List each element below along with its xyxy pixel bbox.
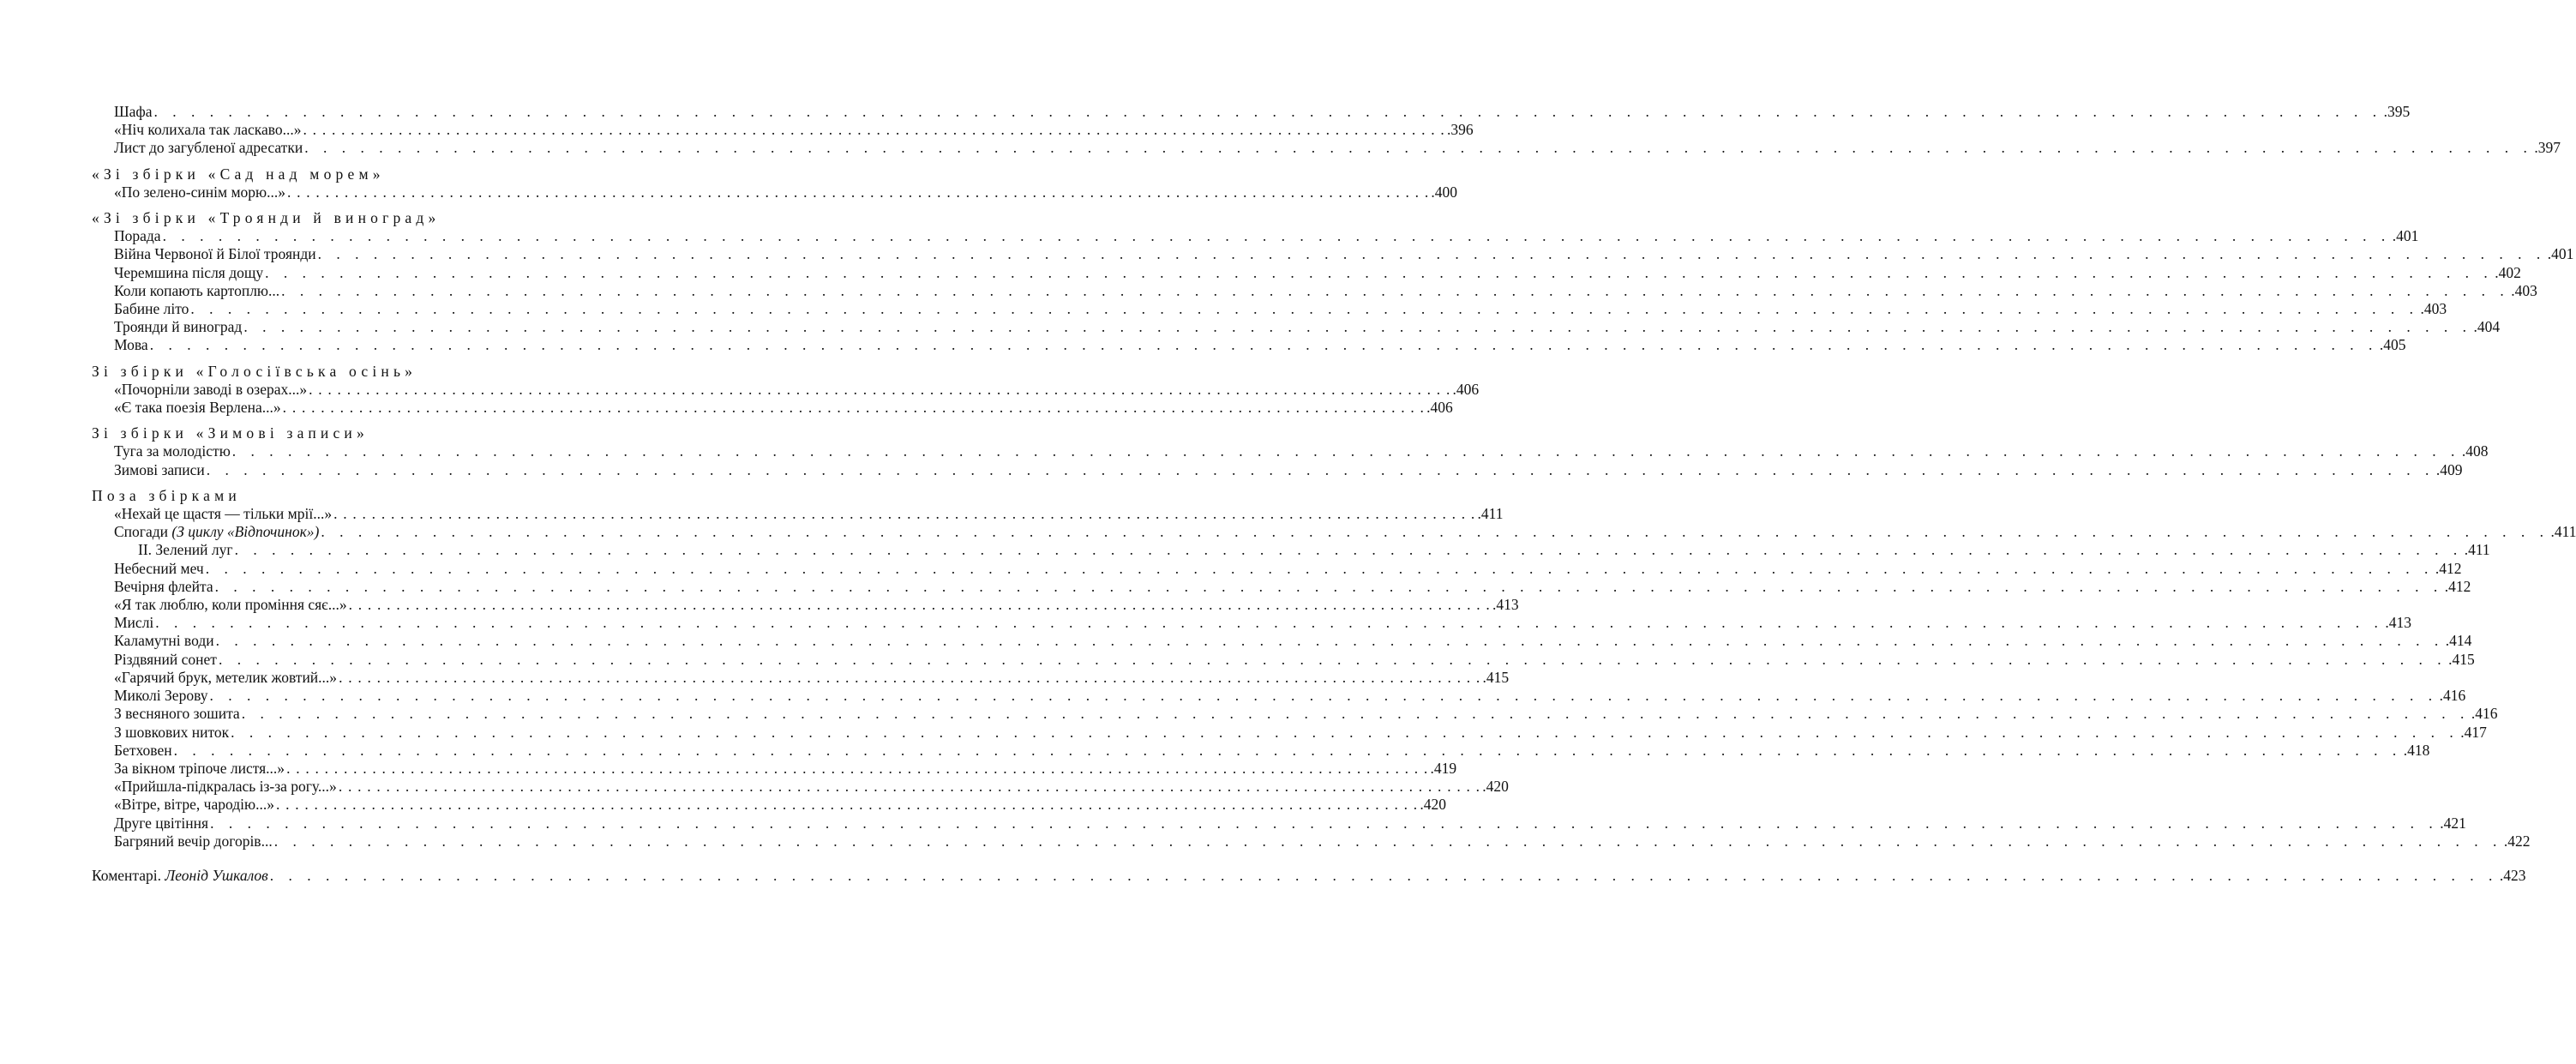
dot-leader: . . . . . . . . . . . . . . . . . . . . . . . . . . . . . . . . . . . . . . . . . . . . . . . . . . . . . . . . . . . . . . . . . . . . . . . . . . . . . . . . . . . . . . . . . . . . . . . . . . . . . . . . . . . . . . . . . . . . . . . . [309, 380, 1451, 398]
toc-entry [92, 300, 2447, 318]
entry-title-text: «Вітре, вітре, чародію...» [114, 796, 274, 814]
page-number: .413 [1492, 596, 1519, 614]
entry-title-text: Мова [114, 336, 148, 354]
page-number: .396 [1446, 121, 1474, 139]
page-number: .420 [1420, 796, 1447, 814]
page-number: .414 [2445, 632, 2472, 650]
toc-entry [92, 399, 1453, 417]
page-number: .403 [2420, 300, 2447, 318]
toc-entry [92, 614, 2412, 632]
dot-leader: . . . . . . . . . . . . . . . . . . . . . . . . . . . . . . . . . . . . . . . . . . . . . . . . . . . . . . . . . . . . . . . . . . . . . . . . . . . . . . . . . . . . . . . . . . . . . . . . . . . . . . . . . . . . . . . . . . . . . . . . [321, 523, 2549, 541]
toc-entry [92, 650, 2475, 669]
entry-title [114, 300, 189, 318]
entry-title [114, 103, 153, 121]
dot-leader: . . . . . . . . . . . . . . . . . . . . . . . . . . . . . . . . . . . . . . . . . . . . . . . . . . . . . . . . . . . . . . . . . . . . . . . . . . . . . . . . . . . . . . . . . . . . . . . . . . . . . . . . . . . . . . . . . . . . . . . . [214, 577, 2443, 595]
page-number: .406 [1426, 399, 1453, 417]
entry-title [114, 139, 303, 157]
entry-title-italic: Леонід Ушкалов [165, 866, 268, 884]
entry-title-text: «Нехай це щастя — тільки мрії...» [114, 505, 333, 523]
toc-entry [92, 814, 2466, 833]
dot-leader: . . . . . . . . . . . . . . . . . . . . . . . . . . . . . . . . . . . . . . . . . . . . . . . . . . . . . . . . . . . . . . . . . . . . . . . . . . . . . . . . . . . . . . . . . . . . . . . . . . . . . . . . . . . . . . . . . . . . . . . . [231, 442, 2460, 460]
entry-title-text: «Я так люблю, коли проміння сяє...» [114, 596, 347, 614]
dot-leader: . . . . . . . . . . . . . . . . . . . . . . . . . . . . . . . . . . . . . . . . . . . . . . . . . . . . . . . . . . . . . . . . . . . . . . . . . . . . . . . . . . . . . . . . . . . . . . . . . . . . . . . . . . . . . . . . . . . . . . . . [241, 705, 2470, 723]
dot-leader: . . . . . . . . . . . . . . . . . . . . . . . . . . . . . . . . . . . . . . . . . . . . . . . . . . . . . . . . . . . . . . . . . . . . . . . . . . . . . . . . . . . . . . . . . . . . . . . . . . . . . . . . . . . . . . . . . . . . . . . . [155, 614, 2384, 632]
entry-title [114, 183, 285, 201]
entry-title [114, 121, 302, 139]
entry-title-text: II. Зелений луг [138, 541, 233, 559]
entry-title [114, 833, 273, 851]
toc-entry [92, 705, 2498, 723]
entry-title [114, 245, 316, 263]
entry-title [114, 632, 214, 650]
entry-title [114, 264, 263, 282]
toc-entry [92, 103, 2411, 121]
page-number: .404 [2473, 318, 2501, 336]
entry-title-text: Шафа [114, 103, 153, 120]
toc-entry [92, 559, 2462, 578]
entry-title [114, 461, 205, 479]
toc-entry [92, 577, 2471, 596]
entry-title-text: «Є така поезія Верлена...» [114, 399, 281, 417]
dot-leader: . . . . . . . . . . . . . . . . . . . . . . . . . . . . . . . . . . . . . . . . . . . . . . . . . . . . . . . . . . . . . . . . . . . . . . . . . . . . . . . . . . . . . . . . . . . . . . . . . . . . . . . . . . . . . . . . . . . . . . . . [339, 668, 1481, 686]
page-number: .418 [2403, 741, 2430, 759]
dot-leader: . . . . . . . . . . . . . . . . . . . . . . . . . . . . . . . . . . . . . . . . . . . . . . . . . . . . . . . . . . . . . . . . . . . . . . . . . . . . . . . . . . . . . . . . . . . . . . . . . . . . . . . . . . . . . . . . . . . . . . . . [273, 832, 2502, 850]
entry-title [114, 336, 148, 354]
dot-leader: . . . . . . . . . . . . . . . . . . . . . . . . . . . . . . . . . . . . . . . . . . . . . . . . . . . . . . . . . . . . . . . . . . . . . . . . . . . . . . . . . . . . . . . . . . . . . . . . . . . . . . . . . . . . . . . . . . . . . . . . [275, 796, 1419, 814]
dot-leader: . . . . . . . . . . . . . . . . . . . . . . . . . . . . . . . . . . . . . . . . . . . . . . . . . . . . . . . . . . . . . . . . . . . . . . . . . . . . . . . . . . . . . . . . . . . . . . . . . . . . . . . . . . . . . . . . . . . . . . . . [286, 759, 1429, 777]
entry-title [114, 505, 332, 523]
dot-leader: . . . . . . . . . . . . . . . . . . . . . . . . . . . . . . . . . . . . . . . . . . . . . . . . . . . . . . . . . . . . . . . . . . . . . . . . . . . . . . . . . . . . . . . . . . . . . . . . . . . . . . . . . . . . . . . . . . . . . . . . [210, 814, 2439, 832]
entry-title-text: Миколі Зерову [114, 687, 208, 705]
page-number: .415 [1482, 668, 1510, 686]
entry-title [114, 724, 229, 742]
page-number: .423 [2499, 866, 2526, 884]
dot-leader: . . . . . . . . . . . . . . . . . . . . . . . . . . . . . . . . . . . . . . . . . . . . . . . . . . . . . . . . . . . . . . . . . . . . . . . . . . . . . . . . . . . . . . . . . . . . . . . . . . . . . . . . . . . . . . . . . . . . . . . . [234, 541, 2463, 559]
entry-title-text: Коментарі. [92, 866, 162, 884]
toc-entry [92, 380, 1480, 399]
entry-title-text: Черемшина після дощу [114, 263, 264, 281]
toc-entry [92, 668, 1510, 687]
section-heading: «Зі збірки «Троянди й виноград» [92, 209, 441, 227]
toc-entry [92, 759, 1457, 778]
dot-leader: . . . . . . . . . . . . . . . . . . . . . . . . . . . . . . . . . . . . . . . . . . . . . . . . . . . . . . . . . . . . . . . . . . . . . . . . . . . . . . . . . . . . . . . . . . . . . . . . . . . . . . . . . . . . . . . . . . . . . . . . [269, 866, 2498, 884]
entry-title [114, 669, 337, 687]
entry-title-text: З весняного зошита [114, 705, 240, 723]
entry-title [114, 815, 208, 833]
page-number: .411 [1477, 505, 1504, 523]
toc-entry [92, 796, 1447, 814]
page-number: .416 [2471, 705, 2498, 723]
page-number: .417 [2460, 723, 2487, 741]
toc-entry [92, 336, 2406, 354]
section-heading: «Зі збірки «Сад над морем» [92, 165, 385, 183]
page-number: .402 [2495, 263, 2521, 281]
page-number: .413 [2385, 614, 2412, 632]
entry-title [114, 760, 285, 778]
page-number: .412 [2435, 559, 2462, 577]
toc-entry [92, 505, 1504, 523]
dot-leader: . . . . . . . . . . . . . . . . . . . . . . . . . . . . . . . . . . . . . . . . . . . . . . . . . . . . . . . . . . . . . . . . . . . . . . . . . . . . . . . . . . . . . . . . . . . . . . . . . . . . . . . . . . . . . . . . . . . . . . . . [190, 300, 2419, 318]
entry-title [114, 651, 217, 669]
dot-leader: . . . . . . . . . . . . . . . . . . . . . . . . . . . . . . . . . . . . . . . . . . . . . . . . . . . . . . . . . . . . . . . . . . . . . . . . . . . . . . . . . . . . . . . . . . . . . . . . . . . . . . . . . . . . . . . . . . . . . . . . [162, 227, 2391, 245]
entry-title [114, 614, 153, 632]
page-number: .415 [2448, 650, 2475, 668]
entry-title [114, 796, 274, 814]
entry-title-text: «Гарячий брук, метелик жовтий...» [114, 668, 338, 686]
page-number: .416 [2439, 687, 2466, 705]
dot-leader: . . . . . . . . . . . . . . . . . . . . . . . . . . . . . . . . . . . . . . . . . . . . . . . . . . . . . . . . . . . . . . . . . . . . . . . . . . . . . . . . . . . . . . . . . . . . . . . . . . . . . . . . . . . . . . . . . . . . . . . . [153, 103, 2382, 120]
entry-title [114, 442, 231, 460]
toc-entry [92, 632, 2472, 650]
entry-title-text: «Почорніли заводі в озерах...» [114, 380, 308, 398]
page-number: .422 [2503, 832, 2531, 850]
entry-title-text: Багряний вечір догорів... [114, 832, 273, 850]
toc-entry [92, 778, 1509, 796]
page-number: .406 [1452, 380, 1480, 398]
entry-title [114, 523, 319, 541]
page-number: .419 [1430, 759, 1457, 777]
entry-title-text: Порада [114, 227, 161, 245]
toc-entry-comments [92, 866, 2526, 885]
entry-title [138, 541, 233, 559]
page-number: .401 [2392, 227, 2419, 245]
dot-leader: . . . . . . . . . . . . . . . . . . . . . . . . . . . . . . . . . . . . . . . . . . . . . . . . . . . . . . . . . . . . . . . . . . . . . . . . . . . . . . . . . . . . . . . . . . . . . . . . . . . . . . . . . . . . . . . . . . . . . . . . [206, 460, 2435, 478]
page-number: .397 [2534, 139, 2561, 157]
dot-leader: . . . . . . . . . . . . . . . . . . . . . . . . . . . . . . . . . . . . . . . . . . . . . . . . . . . . . . . . . . . . . . . . . . . . . . . . . . . . . . . . . . . . . . . . . . . . . . . . . . . . . . . . . . . . . . . . . . . . . . . . [338, 778, 1481, 796]
entry-title-text: «Ніч колихала так ласкаво...» [114, 121, 302, 139]
page-number: .400 [1431, 183, 1458, 201]
toc-entry [92, 183, 1458, 201]
entry-title-italic: (З циклу «Відпочинок») [171, 523, 320, 541]
dot-leader: . . . . . . . . . . . . . . . . . . . . . . . . . . . . . . . . . . . . . . . . . . . . . . . . . . . . . . . . . . . . . . . . . . . . . . . . . . . . . . . . . . . . . . . . . . . . . . . . . . . . . . . . . . . . . . . . . . . . . . . . [281, 281, 2510, 299]
section-heading: Зі збірки «Зимові записи» [92, 424, 369, 442]
toc-entry [92, 139, 2561, 157]
toc-entry [92, 245, 2574, 263]
entry-title-text: Лист до загубленої адресатки [114, 139, 303, 157]
dot-leader: . . . . . . . . . . . . . . . . . . . . . . . . . . . . . . . . . . . . . . . . . . . . . . . . . . . . . . . . . . . . . . . . . . . . . . . . . . . . . . . . . . . . . . . . . . . . . . . . . . . . . . . . . . . . . . . . . . . . . . . . [205, 559, 2434, 577]
section-heading: Зі збірки «Голосіївська осінь» [92, 362, 417, 380]
page-number: .411 [2550, 523, 2576, 541]
toc-entry [92, 541, 2490, 559]
entry-title [114, 705, 240, 723]
entry-title-text: Бетховен [114, 741, 172, 759]
entry-title [114, 560, 204, 578]
entry-title-text: Війна Червоної й Білої троянди [114, 245, 316, 263]
dot-leader: . . . . . . . . . . . . . . . . . . . . . . . . . . . . . . . . . . . . . . . . . . . . . . . . . . . . . . . . . . . . . . . . . . . . . . . . . . . . . . . . . . . . . . . . . . . . . . . . . . . . . . . . . . . . . . . . . . . . . . . . [173, 741, 2402, 759]
entry-title [114, 578, 213, 596]
entry-title-text: Друге цвітіння [114, 814, 209, 832]
page-number: .412 [2444, 577, 2471, 595]
dot-leader: . . . . . . . . . . . . . . . . . . . . . . . . . . . . . . . . . . . . . . . . . . . . . . . . . . . . . . . . . . . . . . . . . . . . . . . . . . . . . . . . . . . . . . . . . . . . . . . . . . . . . . . . . . . . . . . . . . . . . . . . [218, 650, 2447, 668]
entry-title-text: Бабине літо [114, 300, 189, 318]
entry-title-text: Спогади [114, 523, 169, 541]
entry-title [92, 867, 268, 885]
page-number: .395 [2383, 103, 2411, 120]
dot-leader: . . . . . . . . . . . . . . . . . . . . . . . . . . . . . . . . . . . . . . . . . . . . . . . . . . . . . . . . . . . . . . . . . . . . . . . . . . . . . . . . . . . . . . . . . . . . . . . . . . . . . . . . . . . . . . . . . . . . . . . . [317, 245, 2546, 263]
section-heading: Поза збірками [92, 486, 241, 504]
entry-title-text: Різдвяний сонет [114, 650, 217, 668]
entry-title [114, 742, 172, 760]
toc-entry [92, 723, 2487, 742]
entry-title-text: Коли копають картоплю... [114, 281, 280, 299]
entry-title-text: Вечірня флейта [114, 577, 213, 595]
page-number: .403 [2511, 281, 2537, 299]
page-number: .405 [2379, 336, 2406, 354]
dot-leader: . . . . . . . . . . . . . . . . . . . . . . . . . . . . . . . . . . . . . . . . . . . . . . . . . . . . . . . . . . . . . . . . . . . . . . . . . . . . . . . . . . . . . . . . . . . . . . . . . . . . . . . . . . . . . . . . . . . . . . . . [286, 183, 1430, 201]
dot-leader: . . . . . . . . . . . . . . . . . . . . . . . . . . . . . . . . . . . . . . . . . . . . . . . . . . . . . . . . . . . . . . . . . . . . . . . . . . . . . . . . . . . . . . . . . . . . . . . . . . . . . . . . . . . . . . . . . . . . . . . . [149, 336, 2378, 354]
table-of-contents [92, 103, 2576, 885]
dot-leader: . . . . . . . . . . . . . . . . . . . . . . . . . . . . . . . . . . . . . . . . . . . . . . . . . . . . . . . . . . . . . . . . . . . . . . . . . . . . . . . . . . . . . . . . . . . . . . . . . . . . . . . . . . . . . . . . . . . . . . . . [303, 121, 1445, 139]
dot-leader: . . . . . . . . . . . . . . . . . . . . . . . . . . . . . . . . . . . . . . . . . . . . . . . . . . . . . . . . . . . . . . . . . . . . . . . . . . . . . . . . . . . . . . . . . . . . . . . . . . . . . . . . . . . . . . . . . . . . . . . . [348, 596, 1492, 614]
toc-entry [92, 596, 1519, 614]
toc-entry [92, 281, 2537, 300]
toc-entry [92, 121, 1474, 139]
toc-entry [92, 687, 2466, 705]
dot-leader: . . . . . . . . . . . . . . . . . . . . . . . . . . . . . . . . . . . . . . . . . . . . . . . . . . . . . . . . . . . . . . . . . . . . . . . . . . . . . . . . . . . . . . . . . . . . . . . . . . . . . . . . . . . . . . . . . . . . . . . . [243, 318, 2472, 336]
toc-entry [92, 318, 2501, 336]
toc-entry [92, 442, 2489, 460]
entry-title-text: Зимові записи [114, 460, 205, 478]
entry-title [114, 778, 337, 796]
entry-title [114, 596, 347, 614]
dot-leader: . . . . . . . . . . . . . . . . . . . . . . . . . . . . . . . . . . . . . . . . . . . . . . . . . . . . . . . . . . . . . . . . . . . . . . . . . . . . . . . . . . . . . . . . . . . . . . . . . . . . . . . . . . . . . . . . . . . . . . . . [231, 723, 2459, 741]
entry-title-text: З шовкових ниток [114, 723, 230, 741]
entry-title-text: Небесний меч [114, 559, 204, 577]
entry-title-text: Каламутні води [114, 632, 214, 650]
page-number: .409 [2435, 460, 2463, 478]
toc-entry [92, 741, 2430, 760]
page-number: .421 [2440, 814, 2466, 832]
toc-entry [92, 832, 2531, 851]
toc-entry [92, 227, 2419, 245]
page-number: .420 [1482, 778, 1509, 796]
entry-title-text: «По зелено-синім морю...» [114, 183, 285, 201]
entry-title-text: Туга за молодістю [114, 442, 231, 460]
page-number: .401 [2547, 245, 2574, 263]
entry-title [114, 318, 242, 336]
toc-entry [92, 523, 2576, 541]
dot-leader: . . . . . . . . . . . . . . . . . . . . . . . . . . . . . . . . . . . . . . . . . . . . . . . . . . . . . . . . . . . . . . . . . . . . . . . . . . . . . . . . . . . . . . . . . . . . . . . . . . . . . . . . . . . . . . . . . . . . . . . . [265, 263, 2494, 281]
page-number: .408 [2461, 442, 2489, 460]
toc-entry [92, 263, 2521, 282]
entry-title-text: Троянди й виноград [114, 318, 243, 336]
dot-leader: . . . . . . . . . . . . . . . . . . . . . . . . . . . . . . . . . . . . . . . . . . . . . . . . . . . . . . . . . . . . . . . . . . . . . . . . . . . . . . . . . . . . . . . . . . . . . . . . . . . . . . . . . . . . . . . . . . . . . . . . [304, 139, 2533, 157]
entry-title [114, 399, 281, 417]
dot-leader: . . . . . . . . . . . . . . . . . . . . . . . . . . . . . . . . . . . . . . . . . . . . . . . . . . . . . . . . . . . . . . . . . . . . . . . . . . . . . . . . . . . . . . . . . . . . . . . . . . . . . . . . . . . . . . . . . . . . . . . . [333, 505, 1476, 523]
entry-title-text: «Прийшла-підкралась із-за рогу...» [114, 778, 337, 796]
entry-title [114, 687, 207, 705]
entry-title [114, 381, 307, 399]
entry-title [114, 282, 279, 300]
dot-leader: . . . . . . . . . . . . . . . . . . . . . . . . . . . . . . . . . . . . . . . . . . . . . . . . . . . . . . . . . . . . . . . . . . . . . . . . . . . . . . . . . . . . . . . . . . . . . . . . . . . . . . . . . . . . . . . . . . . . . . . . [282, 399, 1426, 417]
dot-leader: . . . . . . . . . . . . . . . . . . . . . . . . . . . . . . . . . . . . . . . . . . . . . . . . . . . . . . . . . . . . . . . . . . . . . . . . . . . . . . . . . . . . . . . . . . . . . . . . . . . . . . . . . . . . . . . . . . . . . . . . [215, 632, 2444, 650]
page-number: .411 [2464, 541, 2490, 559]
entry-title-text: За вікном тріпоче листя...» [114, 759, 285, 777]
toc-entry [92, 460, 2463, 479]
entry-title [114, 227, 161, 245]
dot-leader: . . . . . . . . . . . . . . . . . . . . . . . . . . . . . . . . . . . . . . . . . . . . . . . . . . . . . . . . . . . . . . . . . . . . . . . . . . . . . . . . . . . . . . . . . . . . . . . . . . . . . . . . . . . . . . . . . . . . . . . . [209, 687, 2438, 705]
entry-title-text: Мислі [114, 614, 154, 632]
